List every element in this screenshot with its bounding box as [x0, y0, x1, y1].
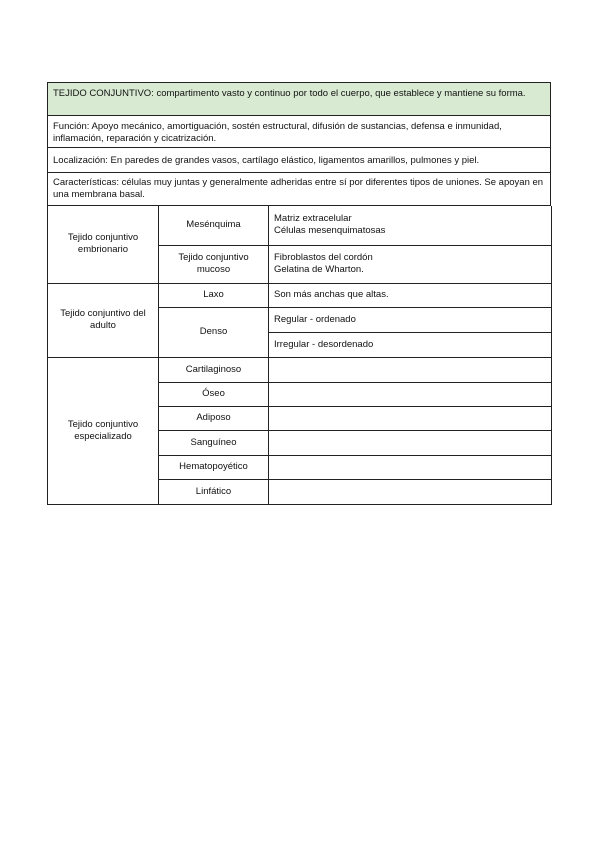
desc-empty — [269, 455, 552, 479]
desc-empty — [269, 430, 552, 455]
desc-mesenquima — [269, 206, 552, 245]
type-laxo: Laxo — [159, 283, 269, 307]
group-especializado: Tejido conjuntivo especializado — [48, 357, 159, 504]
type-especializado: Cartilaginoso — [159, 357, 269, 382]
desc-empty — [269, 357, 552, 382]
desc-empty — [269, 406, 552, 430]
type-especializado: Adiposo — [159, 406, 269, 430]
funcion-row: Función: Apoyo mecánico, amortiguación, sostén estructural, difusión de sustancias, defensa e inmunidad, inflamación, reparación y cicatrización. — [47, 116, 551, 148]
desc-line: Matriz extracelular — [274, 213, 352, 225]
desc-line: Células mesenquimatosas — [274, 225, 386, 237]
document-page — [47, 82, 551, 505]
desc-denso-irregular: Irregular - desordenado — [269, 332, 552, 357]
desc-empty — [269, 479, 552, 504]
desc-denso-regular: Regular - ordenado — [269, 307, 552, 332]
desc-line: Fibroblastos del cordón — [274, 252, 373, 263]
type-especializado: Óseo — [159, 382, 269, 406]
desc-laxo: Son más anchas que altas. — [269, 283, 552, 307]
type-mesenquima: Mesénquima — [159, 206, 269, 245]
type-especializado: Hematopoyético — [159, 455, 269, 479]
tissue-table — [47, 206, 552, 505]
desc-line: Gelatina de Wharton. — [274, 264, 364, 275]
localizacion-row: Localización: En paredes de grandes vasos, cartílago elástico, ligamentos amarillos, pulmones y piel. — [47, 148, 551, 173]
type-denso: Denso — [159, 307, 269, 357]
type-especializado: Sanguíneo — [159, 430, 269, 455]
type-mucoso: Tejido conjuntivo mucoso — [159, 245, 269, 283]
group-embrionario: Tejido conjuntivo embrionario — [48, 206, 159, 283]
title-row: TEJIDO CONJUNTIVO: compartimento vasto y continuo por todo el cuerpo, que establece y mantiene su forma. — [47, 82, 551, 116]
type-especializado: Linfático — [159, 479, 269, 504]
desc-empty — [269, 382, 552, 406]
caracteristicas-row: Características: células muy juntas y generalmente adheridas entre sí por diferentes tipos de uniones. Se apoyan en una membrana basal. — [47, 173, 551, 206]
desc-mucoso — [269, 245, 552, 283]
group-adulto: Tejido conjuntivo del adulto — [48, 283, 159, 357]
